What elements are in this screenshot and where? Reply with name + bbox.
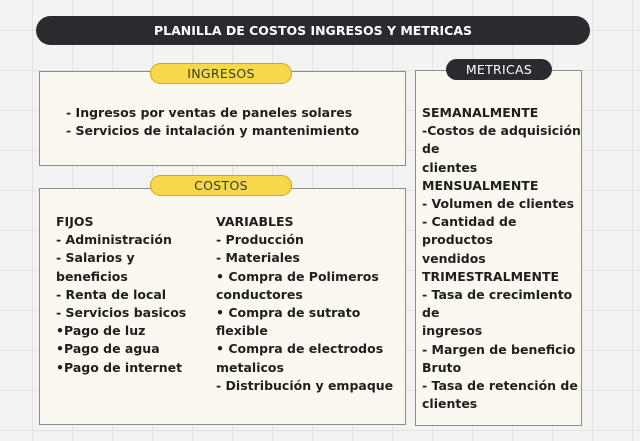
ingresos-list [66, 104, 359, 140]
fijos-column [56, 213, 206, 377]
metricas-line: clientes [422, 159, 478, 175]
variables-item: • Compra de sutrato [216, 305, 361, 321]
metricas-label: METRICAS [446, 59, 552, 80]
fijos-item: •Pago de internet [56, 359, 183, 375]
variables-item: flexible [216, 323, 268, 339]
metricas-line: Bruto [422, 359, 462, 375]
variables-item: • Compra de Polimeros [216, 268, 379, 284]
variables-item: conductores [216, 286, 303, 302]
metricas-line: SEMANALMENTE [422, 105, 539, 120]
metricas-line: vendidos [422, 250, 486, 266]
variables-heading: VARIABLES [216, 214, 294, 229]
metricas-line: - Tasa de crecimIento de [422, 287, 573, 321]
fijos-item: - Servicios basicos [56, 305, 187, 321]
ingresos-item: - Ingresos por ventas de paneles solares [66, 105, 353, 120]
variables-list [216, 231, 396, 395]
page-title: PLANILLA DE COSTOS INGRESOS Y METRICAS [36, 16, 590, 45]
metricas-line: -Costos de adquisición de [422, 123, 581, 157]
variables-column [216, 213, 396, 395]
metricas-line: - Tasa de retención de [422, 378, 578, 394]
ingresos-item: - Servicios de intalación y mantenimiento [66, 123, 360, 139]
metricas-list [422, 104, 585, 413]
metricas-column [422, 104, 585, 413]
metricas-line: MENSUALMENTE [422, 177, 539, 193]
ingresos-label: INGRESOS [150, 63, 292, 84]
fijos-item: - Salarios y beneficios [56, 250, 135, 284]
fijos-item: •Pago de luz [56, 323, 146, 339]
fijos-list [56, 231, 206, 377]
variables-item: - Distribución y empaque [216, 377, 394, 393]
fijos-item: - Administración [56, 232, 172, 248]
metricas-line: - Cantidad de productos [422, 214, 517, 248]
metricas-line: - Margen de beneficio [422, 341, 576, 357]
fijos-item: •Pago de agua [56, 341, 160, 357]
variables-item: metalicos [216, 359, 284, 375]
variables-item: • Compra de electrodos [216, 341, 384, 357]
fijos-heading: FIJOS [56, 214, 94, 229]
metricas-line: - Volumen de clientes [422, 196, 575, 212]
costos-label: COSTOS [150, 175, 292, 196]
metricas-line: TRIMESTRALMENTE [422, 268, 560, 284]
metricas-line: clientes [422, 396, 478, 412]
variables-item: - Materiales [216, 250, 300, 266]
metricas-line: ingresos [422, 323, 483, 339]
fijos-item: - Renta de local [56, 286, 167, 302]
variables-item: - Producción [216, 232, 304, 248]
